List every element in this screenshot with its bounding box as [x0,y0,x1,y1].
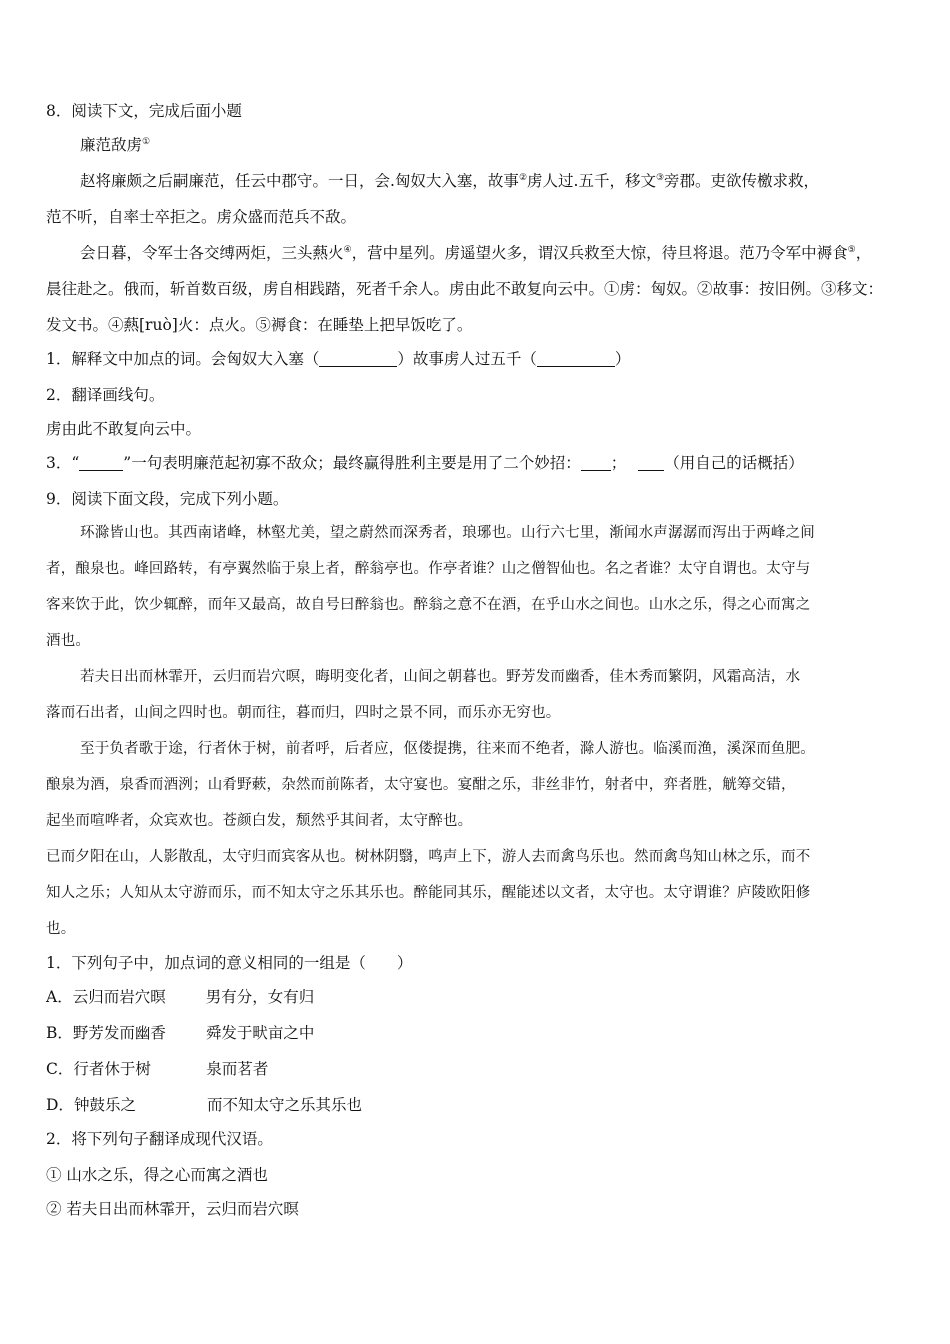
passage-line: 会日暮，令军士各交缚两炬，三头爇火④，营中星列。虏遥望火多，谓汉兵救至大惊，待旦将退。范乃令军中褥食⑤， [80,244,872,262]
passage-line: 者，酿泉也。峰回路转，有亭翼然临于泉上者，醉翁亭也。作亭者谁？山之僧智仙也。名之者谁？太守自谓也。太守与 [46,561,811,577]
translation-item-2: ② 若夫日出而林霏开，云归而岩穴暝 [46,1200,299,1218]
passage-line: 若夫日出而林霏开，云归而岩穴暝，晦明变化者，山间之朝暮也。野芳发而幽香，佳木秀而繁阴，风霜高洁，水 [80,669,801,685]
passage-line: 酿泉为酒，泉香而酒洌；山肴野蔌，杂然而前陈者，太守宴也。宴酣之乐，非丝非竹，射者中，弈者胜，觥筹交错， [46,777,796,793]
passage-line: 酒也。 [46,633,91,649]
passage-line: 客来饮于此，饮少辄醉，而年又最高，故自号曰醉翁也。醉翁之意不在酒，在乎山水之间也。山水之乐，得之心而寓之 [46,597,811,613]
translation-item-1: ① 山水之乐，得之心而寓之酒也 [46,1166,268,1184]
question-9-sub-1: 1．下列句子中，加点词的意义相同的一组是（ ） [46,954,413,972]
passage-line: 已而夕阳在山，人影散乱，太守归而宾客从也。树林阴翳，鸣声上下，游人去而禽鸟乐也。然而禽鸟知山林之乐，而不 [46,849,811,865]
passage-line: 赵将廉颇之后嗣廉范，任云中郡守。一日，会.匈奴大入塞，故事②虏人过.五千，移文③旁郡。吏欲传檄求救， [80,172,820,190]
passage-title: 廉范敌虏① [80,136,151,154]
question-8-sub-3: 3．“ ”一句表明廉范起初寡不敌众；最终赢得胜利主要是用了二个妙招： ； （用自己的话概括） [46,454,804,472]
choice-d[interactable]: D．钟鼓乐之 而不知太守之乐其乐也 [46,1096,362,1114]
passage-line: 落而石出者，山间之四时也。朝而往，暮而归，四时之景不同，而乐亦无穷也。 [46,705,561,721]
passage-line: 也。 [46,921,76,937]
answer-blank[interactable] [79,455,123,471]
question-9-header: 9．阅读下面文段，完成下列小题。 [46,490,289,508]
question-9-sub-2: 2．将下列句子翻译成现代汉语。 [46,1130,273,1148]
choice-c[interactable]: C．行者休于树 泉而茗者 [46,1060,269,1078]
translation-line: 虏由此不敢复向云中。 [46,420,202,438]
answer-blank[interactable] [537,351,615,367]
answer-blank[interactable] [638,455,664,471]
answer-blank[interactable] [581,455,611,471]
question-8-sub-2: 2．翻译画线句。 [46,386,165,404]
question-8-header: 8．阅读下文，完成后面小题 [46,102,242,120]
choice-a[interactable]: A．云归而岩穴暝 男有分，女有归 [46,988,315,1006]
passage-line: 至于负者歌于途，行者休于树，前者呼，后者应，伛偻提携，往来而不绝者，滁人游也。临溪而渔，溪深而鱼肥。 [80,741,815,757]
passage-line: 起坐而喧哗者，众宾欢也。苍颜白发，颓然乎其间者，太守醉也。 [46,813,473,829]
passage-line: 环滁皆山也。其西南诸峰，林壑尤美，望之蔚然而深秀者，琅琊也。山行六七里，渐闻水声潺潺而泻出于两峰之间 [80,525,815,541]
passage-line: 范不听，自率士卒拒之。虏众盛而范兵不敌。 [46,208,357,226]
passage-line: 知人之乐；人知从太守游而乐，而不知太守之乐其乐也。醉能同其乐，醒能述以文者，太守也。太守谓谁？庐陵欧阳修 [46,885,811,901]
answer-blank[interactable] [319,351,397,367]
passage-notes: 发文书。④爇[ruò]火：点火。⑤褥食：在睡垫上把早饭吃了。 [46,316,473,334]
question-8-sub-1: 1．解释文中加点的词。会匈奴大入塞（ ）故事虏人过五千（ ） [46,350,631,368]
passage-line: 晨往赴之。俄而，斩首数百级，虏自相践踏，死者千余人。虏由此不敢复向云中。①虏：匈奴。②故事：按旧例。③移文： [46,280,884,298]
choice-b[interactable]: B．野芳发而幽香 舜发于畎亩之中 [46,1024,315,1042]
